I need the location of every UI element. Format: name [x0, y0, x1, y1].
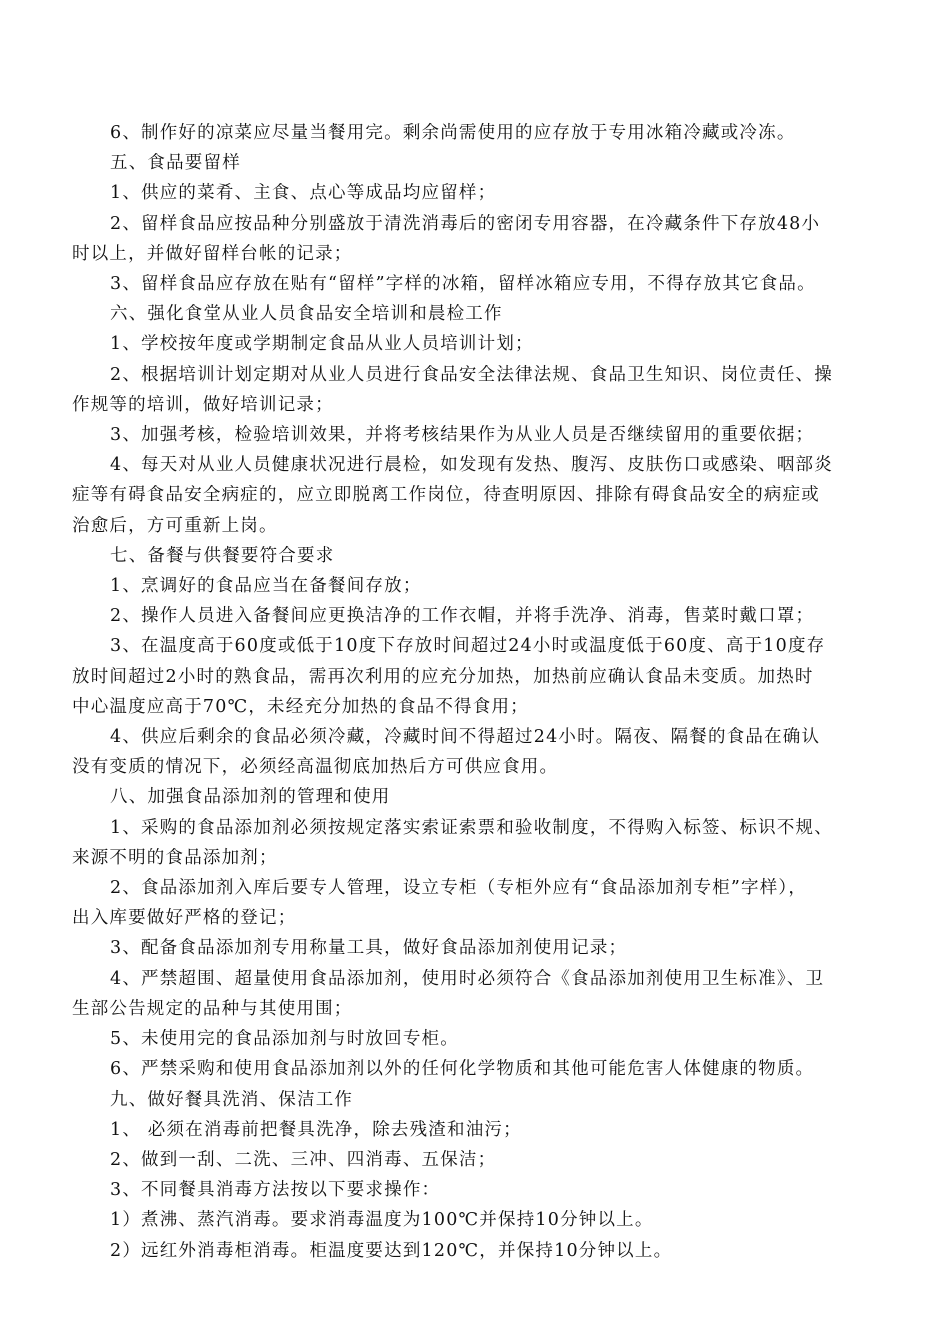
paragraph-line: 没有变质的情况下，必须经高温彻底加热后方可供应食用。 — [72, 757, 559, 778]
paragraph-line: 3、配备食品添加剂专用称量工具，做好食品添加剂使用记录； — [110, 938, 628, 959]
paragraph-line: 4、每天对从业人员健康状况进行晨检，如发现有发热、腹泻、皮肤伤口或感染、咽部炎 — [110, 455, 833, 476]
paragraph-line: 1、烹调好的食品应当在备餐间存放； — [110, 576, 422, 597]
paragraph-line: 中心温度应高于70℃，未经充分加热的食品不得食用； — [72, 696, 529, 717]
paragraph — [72, 1054, 880, 1084]
paragraph-line: 3、留样食品应存放在贴有“留样”字样的冰箱，留样冰箱应专用，不得存放其它食品。 — [110, 274, 816, 295]
paragraph-line: 作规等的培训，做好培训记录； — [72, 394, 334, 415]
paragraph — [72, 420, 880, 450]
paragraph-line: 6、严禁采购和使用食品添加剂以外的任何化学物质和其他可能危害人体健康的物质。 — [110, 1059, 815, 1080]
paragraph-line: 2、操作人员进入备餐间应更换洁净的工作衣帽，并将手洗净、消毒，售菜时戴口罩； — [110, 606, 815, 627]
paragraph-line: 2、食品添加剂入库后要专人管理，设立专柜（专柜外应有“食品添加剂专柜”字样）， — [110, 878, 808, 899]
paragraph-line: 2、做到一刮、二洗、三冲、四消毒、五保洁； — [110, 1149, 497, 1170]
paragraph-line: 五、食品要留样 — [110, 153, 241, 174]
paragraph — [72, 450, 880, 541]
paragraph — [72, 1085, 880, 1115]
paragraph-line: 时以上，并做好留样台帐的记录； — [72, 243, 353, 264]
paragraph — [72, 178, 880, 208]
paragraph — [72, 299, 880, 329]
paragraph-line: 6、制作好的凉菜应尽量当餐用完。剩余尚需使用的应存放于专用冰箱冷藏或冷冻。 — [110, 123, 796, 143]
paragraph-line: 症等有碍食品安全病症的，应立即脱离工作岗位，待查明原因、排除有碍食品安全的病症或 — [72, 485, 820, 506]
paragraph — [72, 873, 880, 933]
paragraph-line: 2、根据培训计划定期对从业人员进行食品安全法律法规、食品卫生知识、岗位责任、操 — [110, 364, 833, 385]
paragraph — [72, 360, 880, 420]
paragraph-line: 2、留样食品应按品种分别盛放于清洗消毒后的密闭专用容器，在冷藏条件下存放48小 — [110, 213, 821, 234]
paragraph — [72, 813, 880, 873]
paragraph — [72, 329, 880, 359]
paragraph — [72, 269, 880, 299]
paragraph-line: 放时间超过2小时的熟食品，需再次利用的应充分加热，加热前应确认食品未变质。加热时 — [72, 666, 814, 687]
paragraph-line: 2）远红外消毒柜消毒。柜温度要达到120℃，并保持10分钟以上。 — [110, 1240, 673, 1261]
paragraph — [72, 631, 880, 722]
paragraph — [72, 1145, 880, 1175]
paragraph-line: 1、 必须在消毒前把餐具洗净，除去残渣和油污； — [110, 1119, 522, 1140]
paragraph — [72, 933, 880, 963]
paragraph — [72, 1024, 880, 1054]
paragraph-line: 3、加强考核，检验培训效果，并将考核结果作为从业人员是否继续留用的重要依据； — [110, 425, 815, 446]
paragraph-line: 3、在温度高于60度或低于10度下存放时间超过24小时或温度低于60度、高于10度存 — [110, 636, 826, 657]
paragraph-line: 生部公告规定的品种与其使用围； — [72, 998, 353, 1019]
paragraph — [72, 148, 880, 178]
paragraph — [72, 118, 880, 148]
paragraph-line: 1、学校按年度或学期制定食品从业人员培训计划； — [110, 334, 534, 355]
paragraph-line: 4、供应后剩余的食品必须冷藏，冷藏时间不得超过24小时。隔夜、隔餐的食品在确认 — [110, 727, 821, 748]
document-body — [72, 118, 880, 1266]
paragraph-line: 1、供应的菜肴、主食、点心等成品均应留样； — [110, 183, 497, 204]
paragraph-line: 5、未使用完的食品添加剂与时放回专柜。 — [110, 1029, 459, 1050]
paragraph — [72, 1115, 880, 1145]
paragraph — [72, 571, 880, 601]
paragraph — [72, 209, 880, 269]
paragraph-line: 八、加强食品添加剂的管理和使用 — [110, 787, 391, 808]
paragraph — [72, 1175, 880, 1205]
paragraph-line: 九、做好餐具洗消、保洁工作 — [110, 1089, 354, 1110]
paragraph — [72, 722, 880, 782]
paragraph — [72, 1205, 880, 1235]
paragraph-line: 六、强化食堂从业人员食品安全培训和晨检工作 — [110, 304, 503, 325]
paragraph-line: 1）煮沸、蒸汽消毒。要求消毒温度为100℃并保持10分钟以上。 — [110, 1210, 654, 1231]
paragraph-line: 出入库要做好严格的登记； — [72, 908, 297, 929]
paragraph — [72, 964, 880, 1024]
paragraph-line: 来源不明的食品添加剂； — [72, 847, 278, 868]
paragraph — [72, 782, 880, 812]
paragraph-line: 1、采购的食品添加剂必须按规定落实索证索票和验收制度，不得购入标签、标识不规、 — [110, 817, 833, 838]
paragraph-line: 3、不同餐具消毒方法按以下要求操作： — [110, 1180, 441, 1201]
paragraph — [72, 1236, 880, 1266]
paragraph — [72, 601, 880, 631]
paragraph-line: 4、严禁超围、超量使用食品添加剂，使用时必须符合《食品添加剂使用卫生标准》、卫 — [110, 968, 825, 989]
paragraph-line: 七、备餐与供餐要符合要求 — [110, 545, 335, 566]
paragraph-line: 治愈后，方可重新上岗。 — [72, 515, 278, 536]
paragraph — [72, 541, 880, 571]
